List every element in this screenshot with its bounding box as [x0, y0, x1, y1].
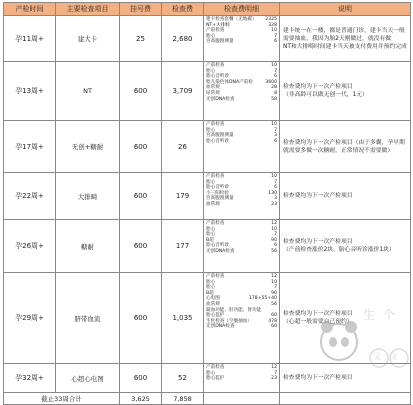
exam-fee: 1,035 [162, 273, 204, 364]
fee-detail-name: 小三阳检验 [206, 190, 229, 196]
fee-detail-name: 产前检查 [206, 63, 225, 68]
fee-detail-line [206, 39, 277, 45]
fee-detail-name: 无创DNA检查 [206, 248, 235, 254]
fee-detail-amount: 178+55+40 [248, 296, 277, 302]
fee-detail-name: 胎心 [206, 232, 216, 238]
fee-detail-name: 胎心 [206, 127, 216, 133]
fee-detail-amount: 10 [271, 28, 277, 34]
fee-detail-name: 产前检查 [206, 274, 225, 279]
fee-detail-list [204, 121, 280, 173]
fee-detail-name: 胎心音听诊 [206, 138, 229, 144]
fee-detail-amount: 7 [274, 232, 277, 238]
fee-detail-amount: 10 [271, 122, 277, 127]
fee-detail-name: 产前检查 [206, 365, 225, 370]
fee-detail-list [204, 273, 280, 364]
fee-detail-name: 胎心 [206, 279, 216, 285]
fee-detail-name: 生化检查（空腹抽血） [206, 318, 252, 324]
fee-detail-amount: 7 [274, 179, 277, 185]
registration-fee: 600 [120, 121, 162, 173]
fee-detail-amount: 3 [274, 133, 277, 139]
fee-detail-amount: 60 [271, 313, 277, 319]
note-text: 检查费均为下一次产检项目 （心超一般需要自己预约） [280, 273, 411, 364]
main-exam-item: 脐带血流 [56, 273, 120, 364]
fee-detail-list [204, 62, 280, 121]
fee-detail-name: 无创DNA检查 [206, 324, 235, 330]
exam-fee: 2,680 [162, 16, 204, 62]
watermark-text-3: 宝宝 [373, 352, 407, 361]
fee-detail-list [204, 16, 280, 62]
fee-detail-amount: 6 [274, 185, 277, 191]
fee-detail-amount: 2325 [265, 17, 277, 22]
exam-week: 孕11周+ [4, 16, 56, 62]
fee-detail-name: B超 [206, 290, 214, 296]
fee-detail-amount: 12 [271, 221, 277, 226]
fee-detail-line [206, 139, 277, 145]
watermark-text-1: 生 [363, 308, 376, 322]
registration-fee: 600 [120, 220, 162, 273]
exam-week: 孕26周+ [4, 220, 56, 273]
fee-detail-amount: 7 [274, 285, 277, 291]
table-row [4, 364, 411, 393]
fee-detail-amount: 7 [274, 68, 277, 74]
fee-detail-line [206, 376, 277, 382]
header-reg-fee: 挂号费 [120, 3, 162, 16]
fee-detail-amount: 23 [271, 376, 277, 382]
fee-detail-name: 凝血功能、肝功能、肾功能 [206, 307, 262, 313]
header-note: 说明 [280, 3, 411, 16]
fee-detail-name: 建卡检查套餐（无地碳） [206, 17, 257, 22]
main-exam-item: 糖耐 [56, 220, 120, 273]
fee-detail-amount: 10 [271, 226, 277, 232]
fee-detail-name: 产前检查 [206, 28, 225, 34]
fee-detail-name: 尿常规 [206, 90, 220, 96]
note-text: 检查费均为下一次产检项目 （非高龄可以做无创一代，1元） [280, 62, 411, 121]
fee-detail-amount: 23 [271, 201, 277, 207]
registration-fee: 600 [120, 364, 162, 393]
exam-week: 孕13周+ [4, 62, 56, 121]
fee-detail-amount: 58 [271, 96, 277, 102]
exam-fee: 52 [162, 364, 204, 393]
fee-detail-name: NT+大排畸 [206, 22, 230, 28]
fee-detail-amount: 6 [274, 74, 277, 80]
fee-detail-line [206, 97, 277, 103]
header-exam-fee: 检查费 [162, 3, 204, 16]
exam-week: 孕32周+ [4, 364, 56, 393]
fee-detail-name: 产前检查 [206, 122, 225, 127]
fee-detail-amount: 6 [274, 39, 277, 45]
fee-detail-amount: 8 [274, 90, 277, 96]
registration-fee: 600 [120, 173, 162, 220]
fee-detail-name: 心电图 [206, 296, 220, 302]
main-exam-item: 大排畸 [56, 173, 120, 220]
table-row [4, 173, 411, 220]
fee-detail-list [204, 220, 280, 273]
fee-detail-amount: 56 [271, 301, 277, 307]
fee-detail-line [206, 249, 277, 255]
fee-detail-amount: 3600 [265, 79, 277, 85]
main-exam-item: NT [56, 62, 120, 121]
exam-week: 孕17周+ [4, 121, 56, 173]
exam-fee: 3,709 [162, 62, 204, 121]
fee-detail-name: 血常规 [206, 201, 220, 207]
registration-fee: 25 [120, 16, 162, 62]
header-time: 产检时间 [4, 3, 56, 16]
fee-detail-name: 胎心 [206, 370, 216, 376]
fee-detail-amount: 90 [271, 237, 277, 243]
fee-detail-name: 胎心 [206, 68, 216, 74]
header-row [4, 3, 411, 16]
total-exam-fee: 7,858 [162, 393, 204, 405]
fee-detail-name: 胎心 [206, 285, 216, 291]
fee-detail-amount: 12 [271, 365, 277, 370]
fee-detail-name: 血常规 [206, 85, 220, 91]
fee-detail-amount: 7 [274, 370, 277, 376]
fee-detail-name: 胎儿染色体DNA产前检 [206, 79, 253, 85]
table-row [4, 121, 411, 173]
fee-detail-name: 胎心音听诊 [206, 74, 229, 80]
fee-detail-amount: 90 [271, 290, 277, 296]
fee-detail-name: 产前检查 [206, 174, 225, 179]
fee-detail-name: 胎心监护 [206, 376, 225, 382]
table-row [4, 62, 411, 121]
fee-detail-name: 宫高腹围测量 [206, 39, 234, 45]
fee-detail-amount: 7 [274, 33, 277, 39]
prenatal-fee-table [3, 2, 411, 405]
exam-fee: 26 [162, 121, 204, 173]
fee-detail-line [206, 202, 277, 208]
fee-detail-name: 胎心 [206, 33, 216, 39]
registration-fee: 600 [120, 273, 162, 364]
fee-detail-amount: 478 [268, 318, 277, 324]
fee-detail-amount: 10 [271, 63, 277, 68]
total-detail-empty [204, 393, 280, 405]
exam-week: 孕22周+ [4, 173, 56, 220]
total-reg-fee: 3,625 [120, 393, 162, 405]
note-text: 检查费均为下一次产检项目 [280, 364, 411, 393]
header-detail: 检查费明细 [204, 3, 280, 16]
fee-detail-amount: 3 [274, 196, 277, 202]
fee-detail-amount: 28 [271, 85, 277, 91]
fee-detail-name: 无创DNA检查 [206, 96, 235, 102]
fee-detail-amount: 56 [271, 248, 277, 254]
watermark-text-2: 个 [383, 308, 396, 322]
fee-detail-name: 血常规 [206, 301, 220, 307]
fee-detail-name: 宫高腹围测量 [206, 196, 234, 202]
fee-detail-amount: 10 [271, 174, 277, 179]
total-label: 截止33周合计 [4, 393, 120, 405]
table-row [4, 273, 411, 364]
fee-detail-amount: 10 [271, 279, 277, 285]
fee-detail-name: 胎心 [206, 179, 216, 185]
fee-detail-amount: 130 [268, 190, 277, 196]
exam-fee: 179 [162, 173, 204, 220]
fee-detail-name: 胎心监护 [206, 313, 225, 319]
exam-fee: 177 [162, 220, 204, 273]
header-item: 主要检查项目 [56, 3, 120, 16]
fee-detail-name: 胎心音听诊 [206, 185, 229, 191]
fee-detail-name: 胎心音听诊 [206, 243, 229, 249]
fee-detail-amount: 6 [274, 138, 277, 144]
total-note-empty [280, 393, 411, 405]
fee-detail-amount: 6 [274, 243, 277, 249]
main-exam-item: 无创+糖耐 [56, 121, 120, 173]
fee-detail-name: B超 [206, 237, 214, 243]
fee-detail-amount: 12 [271, 274, 277, 279]
registration-fee: 600 [120, 62, 162, 121]
fee-detail-amount: 60 [271, 324, 277, 330]
fee-detail-name: 宫高腹围测量 [206, 133, 234, 139]
note-text: 检查费均为下一次产检项目（由于多囊，孕早期就需要多做一次糖耐，正常情况不需要做） [280, 121, 411, 173]
table-row [4, 16, 411, 62]
fee-detail-line [206, 324, 277, 330]
note-text: 建卡统一在一楼，都是普通门诊，建卡当天一般需要抽血，我因为胎2天刚做过，就没有做 NT和大排畸时间建卡当天被支付费用并预约完成 [280, 16, 411, 62]
fee-detail-amount: 7 [274, 127, 277, 133]
exam-week: 孕29周+ [4, 273, 56, 364]
fee-detail-list [204, 364, 280, 393]
fee-detail-list [204, 173, 280, 220]
note-text: 检查费均为下一次产检项目 （产前检查涨价2块，胎心音听诊涨价1块） [280, 220, 411, 273]
main-exam-item: 心超心电图 [56, 364, 120, 393]
main-exam-item: 建大卡 [56, 16, 120, 62]
total-row [4, 393, 411, 405]
note-text: 检查费均为下一次产检项目 [280, 173, 411, 220]
fee-detail-name: 胎心 [206, 226, 216, 232]
fee-detail-name: 产前检查 [206, 221, 225, 226]
fee-detail-amount: 328 [268, 22, 277, 28]
table-row [4, 220, 411, 273]
